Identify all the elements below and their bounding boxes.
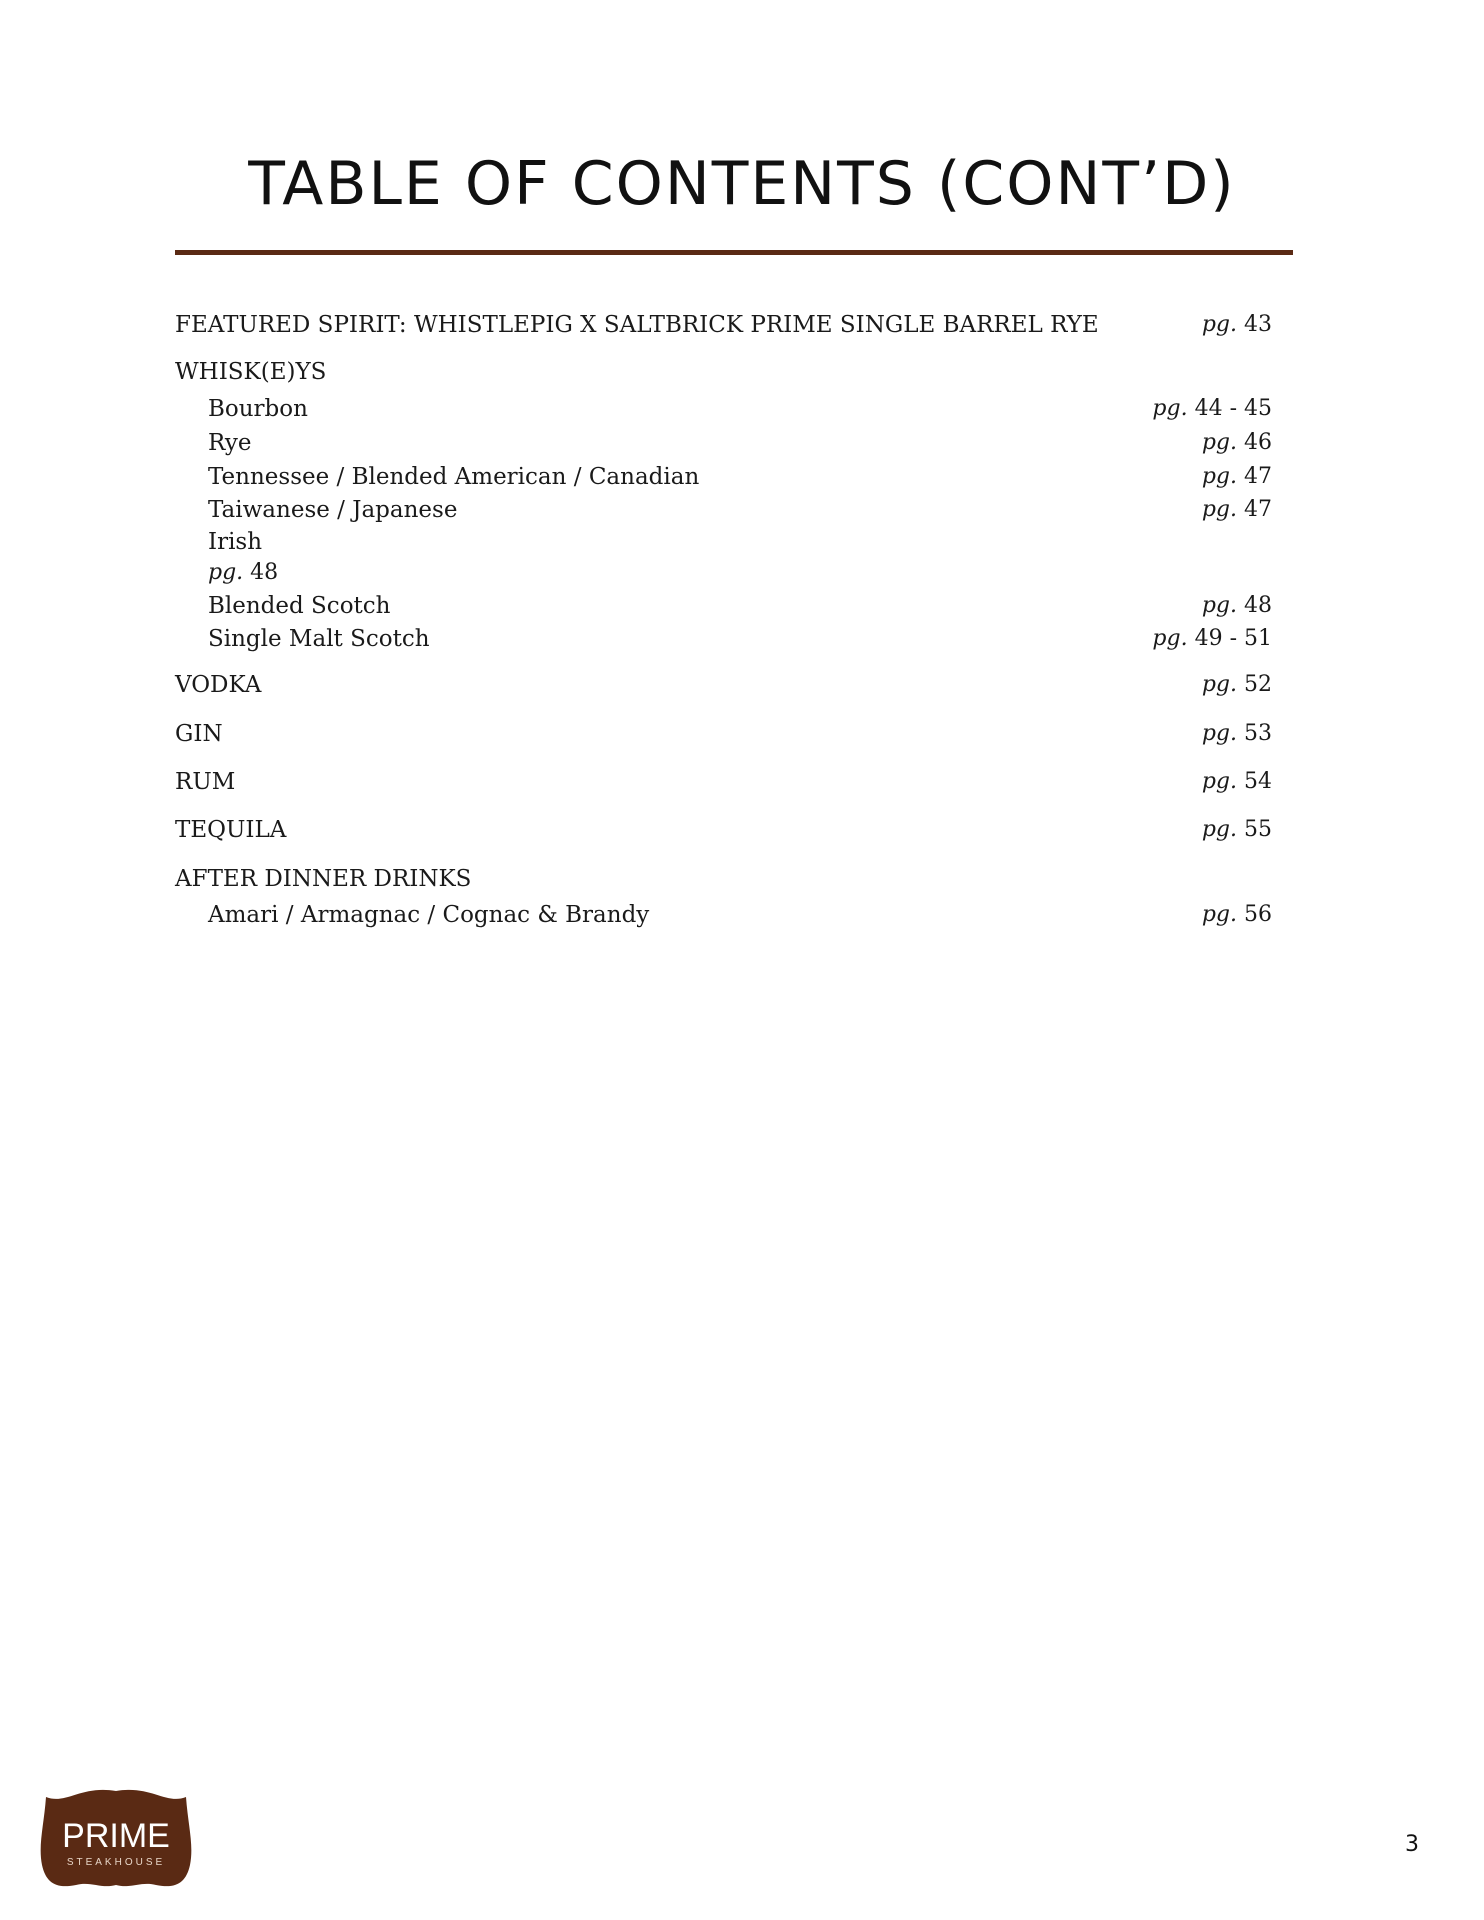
toc-entry-rye[interactable] (175, 427, 1272, 459)
toc-entry-label: TEQUILA (175, 817, 287, 843)
toc-entry-label: Blended Scotch (208, 593, 391, 619)
toc-entry-page: pg. 56 (1201, 902, 1272, 927)
logo-tagline: STEAKHOUSE (66, 1857, 166, 1868)
toc-entry-page: pg. 48 (208, 560, 279, 585)
toc-entry-label: Rye (208, 430, 252, 456)
toc-section-after-dinner-drinks[interactable] (175, 863, 1272, 895)
prime-steakhouse-logo (36, 1785, 196, 1889)
toc-entry-vodka[interactable] (175, 669, 1272, 701)
toc-entry-label: RUM (175, 769, 236, 795)
logo-name: PRIME (62, 1817, 170, 1855)
toc-entry-label: FEATURED SPIRIT: WHISTLEPIG X SALTBRICK PRIME SINGLE BARREL RYE (175, 312, 1099, 338)
toc-entry-page: pg. 52 (1201, 672, 1272, 697)
toc-entry-page: pg. 44 - 45 (1152, 396, 1272, 421)
toc-entry-label: VODKA (175, 672, 262, 698)
toc-entry-label: Taiwanese / Japanese (208, 497, 458, 523)
toc-entry-single-malt-scotch[interactable] (175, 623, 1272, 655)
page-number: 3 (1405, 1832, 1419, 1857)
toc-entry-blended-scotch[interactable] (175, 590, 1272, 622)
toc-entry-page: pg. 49 - 51 (1152, 626, 1272, 651)
toc-entry-amari[interactable] (175, 899, 1272, 931)
toc-entry-gin[interactable] (175, 718, 1272, 750)
toc-section-label: WHISK(E)YS (175, 359, 327, 385)
toc-entry-page: pg. 47 (1201, 497, 1272, 522)
page-title: TABLE OF CONTENTS (CONT’D) (248, 149, 1236, 219)
toc-entry-page: pg. 54 (1201, 769, 1272, 794)
toc-entry-label: Irish (208, 529, 263, 555)
toc-entry-page: pg. 43 (1201, 312, 1272, 337)
toc-entry-tequila[interactable] (175, 814, 1272, 846)
toc-entry-page: pg. 46 (1201, 430, 1272, 455)
toc-entry-irish-page-row (175, 557, 1272, 589)
toc-section-whiskeys[interactable] (175, 356, 1272, 388)
toc-entry-label: Single Malt Scotch (208, 626, 430, 652)
toc-entry-tennessee[interactable] (175, 461, 1272, 493)
toc-entry-rum[interactable] (175, 766, 1272, 798)
toc-entry-page: pg. 55 (1201, 817, 1272, 842)
toc-list (175, 0, 1272, 1920)
toc-entry-page: pg. 53 (1201, 721, 1272, 746)
toc-entry-bourbon[interactable] (175, 393, 1272, 425)
toc-entry-label: Bourbon (208, 396, 308, 422)
toc-entry-taiwanese-japanese[interactable] (175, 494, 1272, 526)
toc-entry-label: Tennessee / Blended American / Canadian (208, 464, 700, 490)
toc-section-label: AFTER DINNER DRINKS (175, 866, 472, 892)
toc-entry-label: Amari / Armagnac / Cognac & Brandy (208, 902, 650, 928)
toc-entry-page: pg. 47 (1201, 464, 1272, 489)
toc-entry-label: GIN (175, 721, 223, 747)
toc-entry-page: pg. 48 (1201, 593, 1272, 618)
toc-entry-featured-spirit[interactable] (175, 309, 1272, 341)
toc-entry-irish[interactable] (175, 526, 1272, 558)
